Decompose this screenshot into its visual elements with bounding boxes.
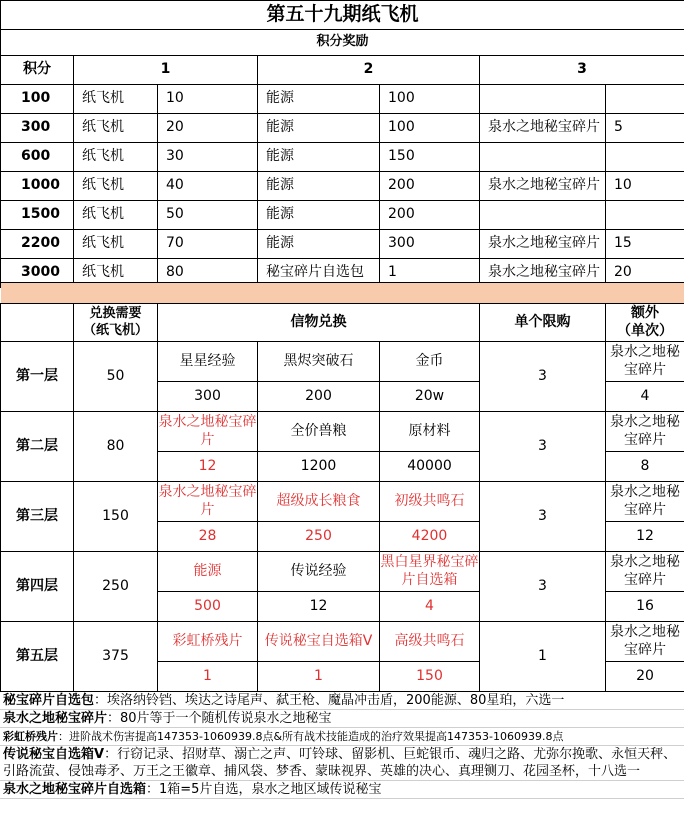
tier-extra-qty: 8 [606,452,684,482]
reward-item-3-qty [606,143,684,172]
tier-limit: 1 [480,622,606,692]
exchange-item-qty: 12 [158,452,258,482]
reward-item-1-qty: 30 [158,143,258,172]
note-line [0,692,684,710]
exchange-item-qty: 1 [158,662,258,692]
exchange-item-qty: 1 [258,662,380,692]
exchange-cost-header: 兑换需要 （纸飞机） [74,304,158,342]
reward-item-2-qty: 100 [380,114,480,143]
tier-cost: 50 [74,342,158,412]
reward-item-2-qty: 200 [380,172,480,201]
tier-extra-name: 泉水之地秘宝碎片 [606,342,684,382]
reward-item-2-name: 能源 [258,230,380,259]
exchange-item-name: 全价兽粮 [258,412,380,452]
reward-item-1-name: 纸飞机 [74,201,158,230]
tier-extra-name: 泉水之地秘宝碎片 [606,412,684,452]
tier-row [1,622,684,662]
points-header: 积分 [1,56,74,85]
exchange-item-qty: 20w [380,382,480,412]
tier-limit: 3 [480,412,606,482]
tier-row [1,342,684,382]
tier-cost: 80 [74,412,158,482]
reward-item-3-qty: 15 [606,230,684,259]
reward-item-2-qty: 1 [380,259,480,288]
reward-item-1-name: 纸飞机 [74,114,158,143]
tier-cost: 250 [74,552,158,622]
tier-extra-qty: 4 [606,382,684,412]
exchange-item-name: 原材料 [380,412,480,452]
reward-item-1-qty: 40 [158,172,258,201]
note-line [0,746,684,781]
tier-limit: 3 [480,342,606,412]
reward-points: 300 [1,114,74,143]
exchange-item-qty: 200 [258,382,380,412]
reward-item-2-name: 能源 [258,172,380,201]
tier-limit: 3 [480,552,606,622]
exchange-item-qty: 1200 [258,452,380,482]
tier-cost: 375 [74,622,158,692]
note-label: 泉水之地秘宝碎片 [3,711,108,726]
tier-row [1,482,684,522]
reward-item-1-name: 纸飞机 [74,259,158,288]
reward-item-1-qty: 70 [158,230,258,259]
exchange-item-name: 黑白星界秘宝碎片自选箱 [380,552,480,592]
reward-points: 600 [1,143,74,172]
reward-item-2-name: 秘宝碎片自选包 [258,259,380,288]
tier-name: 第一层 [1,342,74,412]
exchange-item-name: 初级共鸣石 [380,482,480,522]
reward-item-2-name: 能源 [258,143,380,172]
notes-section [0,692,684,799]
note-label: 秘宝碎片自选包 [3,693,95,708]
tier-extra-qty: 16 [606,592,684,622]
section-divider [1,283,684,304]
exchange-item-name: 传说经验 [258,552,380,592]
exchange-item-name: 彩虹桥残片 [158,622,258,662]
reward-row [1,230,684,259]
reward-col-1-header: 1 [74,56,258,85]
reward-item-2-qty: 200 [380,201,480,230]
reward-points: 1500 [1,201,74,230]
reward-item-3-qty: 5 [606,114,684,143]
tier-name: 第三层 [1,482,74,552]
tier-row [1,412,684,452]
reward-item-3-name: 泉水之地秘宝碎片 [480,172,606,201]
tier-name: 第二层 [1,412,74,482]
tier-extra-name: 泉水之地秘宝碎片 [606,622,684,662]
reward-item-2-name: 能源 [258,201,380,230]
note-line [0,781,684,799]
reward-col-3-header: 3 [480,56,684,85]
exchange-item-name: 金币 [380,342,480,382]
exchange-extra-header: 额外 （单次） [606,304,684,342]
exchange-item-qty: 4200 [380,522,480,552]
tier-cost: 150 [74,482,158,552]
note-label: 传说秘宝自选箱V [3,747,105,762]
note-line [0,728,684,746]
exchange-item-qty: 40000 [380,452,480,482]
tier-extra-name: 泉水之地秘宝碎片 [606,482,684,522]
reward-subtitle: 积分奖励 [1,30,684,56]
reward-item-1-qty: 20 [158,114,258,143]
tier-name: 第五层 [1,622,74,692]
reward-item-3-name [480,85,606,114]
note-label: 彩虹桥残片 [3,730,58,743]
reward-item-3-name [480,143,606,172]
reward-item-1-qty: 50 [158,201,258,230]
reward-item-2-qty: 150 [380,143,480,172]
exchange-item-qty: 28 [158,522,258,552]
tier-row [1,552,684,592]
note-text: ：进阶战术伤害提高147353-1060939.8点&所有战术技能造成的治疗效果提高147353-1060939.8点 [58,730,564,743]
exchange-item-qty: 12 [258,592,380,622]
reward-item-3-qty [606,85,684,114]
reward-row [1,114,684,143]
reward-row [1,201,684,230]
note-label: 泉水之地秘宝碎片自选箱 [3,782,147,797]
exchange-items-header: 信物兑换 [158,304,480,342]
exchange-item-name: 黑烬突破石 [258,342,380,382]
reward-item-1-name: 纸飞机 [74,143,158,172]
exchange-item-name: 泉水之地秘宝碎片 [158,482,258,522]
exchange-item-qty: 4 [380,592,480,622]
tier-extra-name: 泉水之地秘宝碎片 [606,552,684,592]
reward-points: 1000 [1,172,74,201]
tier-extra-qty: 20 [606,662,684,692]
reward-item-1-qty: 80 [158,259,258,288]
reward-item-1-name: 纸飞机 [74,172,158,201]
exchange-item-name: 星星经验 [158,342,258,382]
exchange-item-name: 超级成长粮食 [258,482,380,522]
exchange-item-qty: 250 [258,522,380,552]
reward-item-1-qty: 10 [158,85,258,114]
reward-item-3-qty [606,201,684,230]
reward-item-2-qty: 100 [380,85,480,114]
reward-item-1-name: 纸飞机 [74,85,158,114]
page-title: 第五十九期纸飞机 [1,1,684,30]
exchange-table [0,282,684,692]
exchange-item-qty: 500 [158,592,258,622]
note-text: ：1箱=5片自选，泉水之地区域传说秘宝 [146,782,382,797]
reward-item-3-qty: 10 [606,172,684,201]
reward-points: 2200 [1,230,74,259]
exchange-limit-header: 单个限购 [480,304,606,342]
points-reward-table [0,0,684,288]
exchange-item-name: 高级共鸣石 [380,622,480,662]
exchange-item-name: 泉水之地秘宝碎片 [158,412,258,452]
reward-points: 100 [1,85,74,114]
reward-item-3-name [480,201,606,230]
tier-extra-qty: 12 [606,522,684,552]
reward-item-3-name: 泉水之地秘宝碎片 [480,259,606,288]
reward-row [1,143,684,172]
reward-points: 3000 [1,259,74,288]
reward-item-1-name: 纸飞机 [74,230,158,259]
reward-col-2-header: 2 [258,56,480,85]
reward-row [1,85,684,114]
tier-name: 第四层 [1,552,74,622]
note-line [0,710,684,728]
reward-item-3-name: 泉水之地秘宝碎片 [480,114,606,143]
reward-row [1,172,684,201]
exchange-item-qty: 300 [158,382,258,412]
reward-item-3-name: 泉水之地秘宝碎片 [480,230,606,259]
reward-item-2-name: 能源 [258,85,380,114]
note-text: ：80片等于一个随机传说泉水之地秘宝 [107,711,332,726]
note-text: ：埃洛纳铃铛、埃达之诗尾声、弑王枪、魔晶冲击盾，200能源、80星珀，六选一 [94,693,565,708]
note-text: ：行窃记录、招财草、溺亡之声、叮铃球、留影机、巨蛇银币、魂归之路、尤弥尔挽歌、永恒天秤、引路流萤、侵蚀毒矛、万王之王徽章、捕风袋、梦香、蒙昧视界、英雄的决心、真理铡刀、花园圣杯，十八选一 [3,747,677,779]
reward-item-2-name: 能源 [258,114,380,143]
exchange-item-name: 能源 [158,552,258,592]
tier-limit: 3 [480,482,606,552]
reward-item-2-qty: 300 [380,230,480,259]
exchange-header-blank [1,304,74,342]
exchange-item-qty: 150 [380,662,480,692]
reward-item-3-qty: 20 [606,259,684,288]
exchange-item-name: 传说秘宝自选箱V [258,622,380,662]
